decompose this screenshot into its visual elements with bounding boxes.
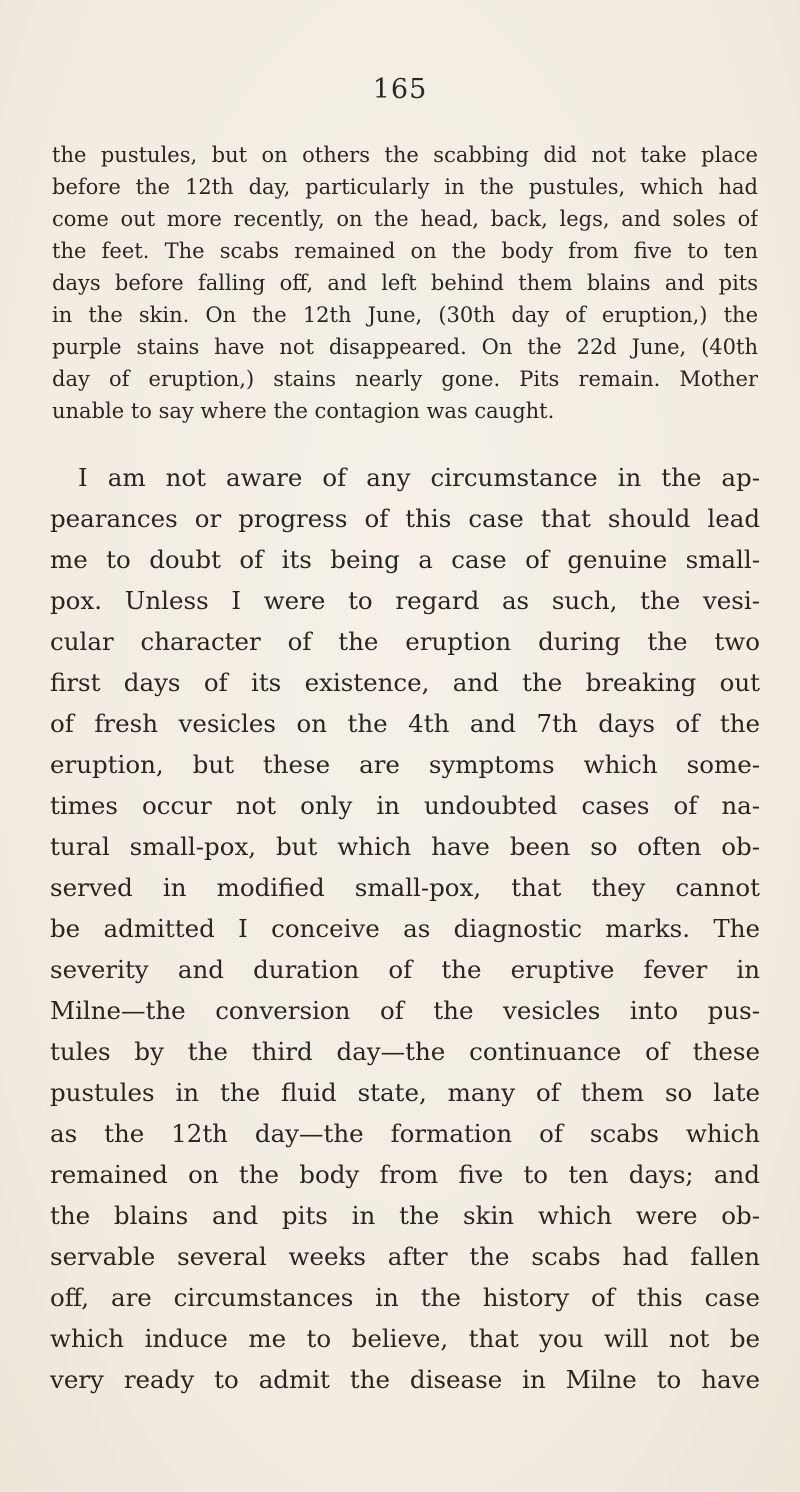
text-line: eruption, but these are symptoms which some- xyxy=(50,750,760,779)
text-line: purple stains have not disappeared. On the 22d June, (40th xyxy=(52,335,758,359)
text-line: which induce me to believe, that you will not be xyxy=(50,1324,760,1353)
text-line: off, are circumstances in the history of this case xyxy=(50,1283,760,1312)
text-line: pox. Unless I were to regard as such, the vesi- xyxy=(50,586,760,615)
text-line: tural small-pox, but which have been so often ob- xyxy=(50,832,760,861)
text-line: before the 12th day, particularly in the pustules, which had xyxy=(52,175,758,199)
text-line: very ready to admit the disease in Milne to have xyxy=(50,1365,760,1394)
text-line: cular character of the eruption during the two xyxy=(50,627,760,656)
text-line: come out more recently, on the head, back, legs, and soles of xyxy=(52,207,758,231)
text-line: day of eruption,) stains nearly gone. Pits remain. Mother xyxy=(52,367,758,391)
text-line: days before falling off, and left behind them blains and pits xyxy=(52,271,758,295)
text-line: served in modified small-pox, that they cannot xyxy=(50,873,760,902)
text-line: of fresh vesicles on the 4th and 7th days of the xyxy=(50,709,760,738)
text-line: in the skin. On the 12th June, (30th day of eruption,) the xyxy=(52,303,758,327)
text-line: servable several weeks after the scabs had fallen xyxy=(50,1242,760,1271)
text-line: the feet. The scabs remained on the body from five to ten xyxy=(52,239,758,263)
text-line: first days of its existence, and the breaking out xyxy=(50,668,760,697)
text-line: as the 12th day—the formation of scabs which xyxy=(50,1119,760,1148)
text-line: severity and duration of the eruptive fever in xyxy=(50,955,760,984)
text-line: me to doubt of its being a case of genuine small- xyxy=(50,545,760,574)
text-line: tules by the third day—the continuance of these xyxy=(50,1037,760,1066)
text-line: remained on the body from five to ten days; and xyxy=(50,1160,760,1189)
text-line: times occur not only in undoubted cases of na- xyxy=(50,791,760,820)
page-number: 165 xyxy=(372,74,428,105)
text-line: I am not aware of any circumstance in the ap- xyxy=(78,463,760,492)
text-line: the pustules, but on others the scabbing did not take place xyxy=(52,143,758,167)
text-line: Milne—the conversion of the vesicles into pus- xyxy=(50,996,760,1025)
text-line: pearances or progress of this case that should lead xyxy=(50,504,760,533)
text-line: be admitted I conceive as diagnostic marks. The xyxy=(50,914,760,943)
text-line: unable to say where the contagion was caught. xyxy=(52,399,555,423)
text-line: the blains and pits in the skin which were ob- xyxy=(50,1201,760,1230)
text-line: pustules in the fluid state, many of them so late xyxy=(50,1078,760,1107)
